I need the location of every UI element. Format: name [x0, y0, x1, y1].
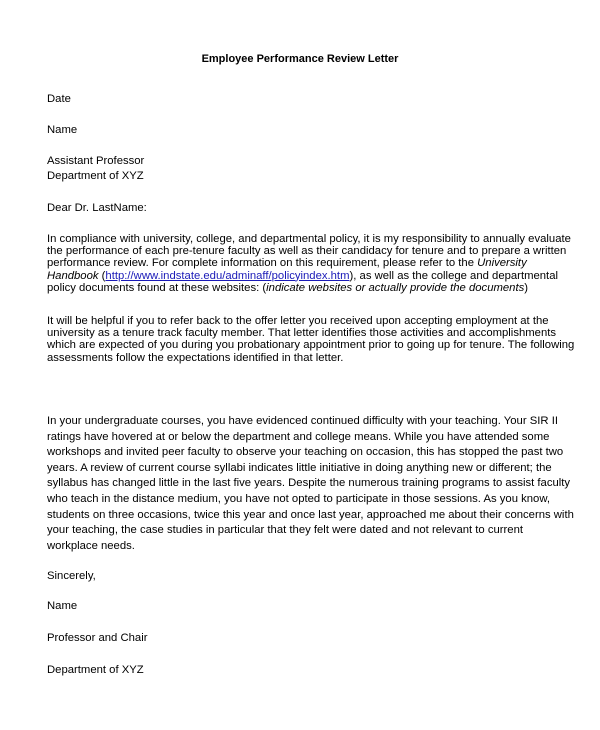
paragraph-line: workshops and invited peer faculty to observe your teaching on occasion, this has stopped the past two — [47, 446, 564, 459]
handbook-italic: Handbook — [47, 269, 99, 282]
paragraph-policy — [47, 233, 571, 294]
letter-title: Employee Performance Review Letter — [201, 53, 399, 65]
paragraph-line: workplace needs. — [47, 539, 135, 552]
salutation: Dear Dr. LastName: — [47, 202, 147, 214]
paragraph-text: policy documents found at these websites: ( — [47, 281, 267, 294]
paragraph-line — [47, 270, 567, 282]
paragraph-line: the performance of each pre-tenure faculty as well as their candidacy for tenure and to prepare a written — [47, 245, 567, 258]
signer-department: Department of XYZ — [47, 664, 144, 676]
recipient-title: Assistant Professor — [47, 155, 145, 167]
paragraph-text: performance review. For complete information on this requirement, please refer to the — [47, 257, 478, 270]
paragraph-line: who teach in the distance medium, you have not opted to participate in those sessions. As you know, — [47, 492, 551, 505]
paragraph-line: your teaching, the case studies in particular that they felt were dated and not relevant to current — [47, 524, 524, 537]
date-line: Date — [47, 93, 71, 105]
paragraph-teaching-assessment — [47, 414, 574, 554]
paragraph-line: students on three occasions, twice this year and once last year, approached me about their concerns with — [47, 508, 574, 521]
paragraph-line: In compliance with university, college, and departmental policy, it is my responsibility to annually evaluate — [47, 233, 571, 245]
paragraph-text: ( — [98, 269, 106, 282]
paragraph-line: university as a tenure track faculty member. That letter identifies those activities and accomplishments — [47, 327, 557, 340]
paragraph-line: which are expected of you during you probationary appointment prior to going up for tenure. The following — [47, 339, 575, 352]
paragraph-line: It will be helpful if you to refer back to the offer letter you received upon accepting employment at the — [47, 315, 549, 327]
paragraph-text: ), as well as the college and departmental — [349, 269, 558, 282]
signer-title: Professor and Chair — [47, 632, 148, 644]
paragraph-line: ratings have hovered at or below the department and college means. While you have attended some — [47, 430, 550, 443]
paragraph-line: assessments follow the expectations identified in that letter. — [47, 351, 344, 364]
paragraph-line — [47, 257, 567, 269]
signer-name: Name — [47, 600, 78, 612]
paragraph-line: years. A review of current course syllabi indicates little initiative in doing anything new or different; the — [47, 461, 552, 474]
recipient-department: Department of XYZ — [47, 170, 144, 182]
handbook-italic: University — [477, 257, 527, 270]
policy-index-link[interactable]: http://www.indstate.edu/adminaff/policyindex.htm — [105, 269, 350, 282]
paragraph-line: syllabus has changed little in the last five years. Despite the numerous training programs to assist faculty — [47, 477, 571, 490]
paragraph-text: ) — [524, 281, 529, 294]
paragraph-line — [47, 282, 567, 294]
websites-note: indicate websites or actually provide the documents — [266, 281, 525, 294]
paragraph-line: In your undergraduate courses, you have evidenced continued difficulty with your teaching. Your SIR II — [47, 415, 558, 427]
closing: Sincerely, — [47, 570, 96, 582]
paragraph-offer-letter — [47, 315, 575, 364]
recipient-name: Name — [47, 124, 78, 136]
